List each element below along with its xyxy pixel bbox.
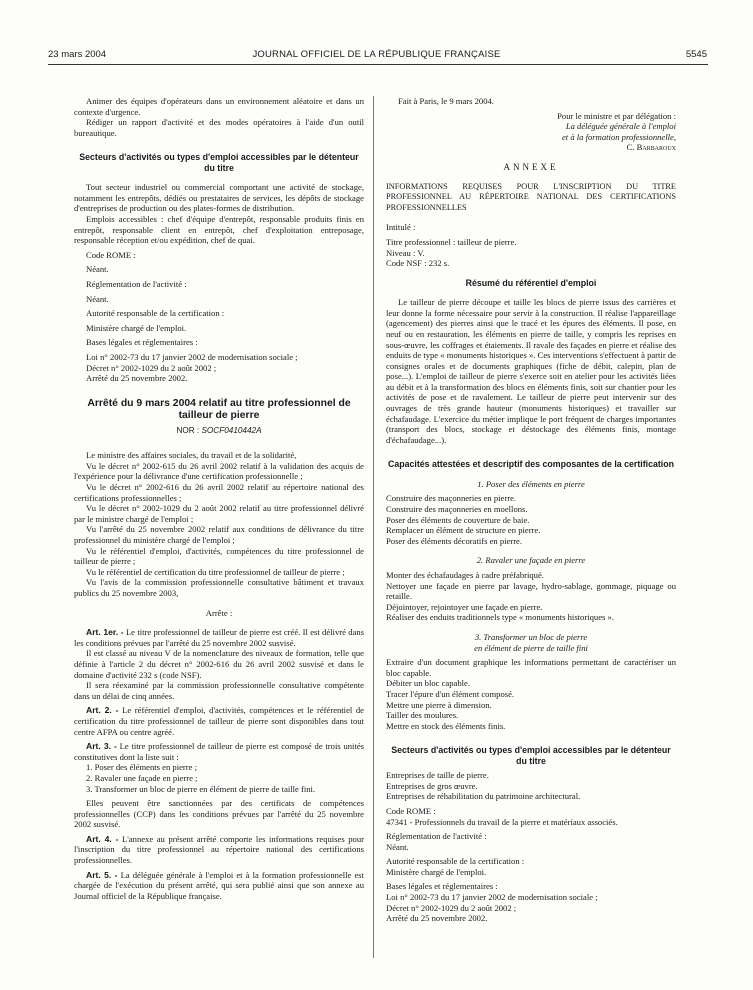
section-heading: Secteurs d'activités ou types d'emploi accessibles par le détenteur du titre [79, 152, 359, 173]
nor-label: NOR : [176, 425, 200, 435]
intro-paragraph: Animer des équipes d'opérateurs dans un environnement aléatoire et dans un contexte d'urgence. [74, 96, 364, 117]
visa-line: Vu l'arrêté du 25 novembre 2002 relatif aux conditions de délivrance du titre professionnel du ministère chargé de l'emploi ; [74, 524, 364, 546]
sector-paragraph: Emplois accessibles : chef d'équipe d'entrepôt, responsable produits finis en entrepôt, responsable client en entrepôt, chef d'exploitation entreposage, responsable réception et/ou expédition, chef de quai. [74, 213, 364, 246]
capacity-item: Déjointoyer, rejointoyer une façade en pierre. [386, 601, 543, 612]
nor-reference [74, 426, 364, 437]
capacity-item: Construire des maçonneries en moellons. [386, 504, 528, 515]
code-rome-value: 47341 - Professionnels du travail de la pierre et matériaux associés. [386, 816, 618, 827]
reglementation-label: Réglementation de l'activité : [386, 831, 487, 842]
sector-paragraph: Tout secteur industriel ou commercial comportant une activité de stockage, notamment les entrepôts, dédiés ou prestataires de services, les dépôts de stockage d'entreprises de production ou des plates-formes de distribution. [74, 182, 364, 214]
code-rome-value: Néant. [86, 264, 109, 275]
signature-line: Pour le ministre et par délégation : [557, 110, 676, 121]
header-rule [48, 64, 708, 65]
article-1: Art. 1er. - Le titre professionnel de tailleur de pierre est créé. Il est délivré dans les conditions prévues par l'arrêté du 25 novembre 2002 susvisé. [74, 627, 364, 648]
intitule-line: Code NSF : 232 s. [386, 258, 450, 269]
article-label: Art. 4. - [86, 833, 119, 844]
section-heading: Secteurs d'activités ou types d'emploi accessibles par le détenteur du titre [391, 745, 671, 766]
reglementation-value: Néant. [86, 293, 109, 304]
capacity-item: Construire des maçonneries en pierre. [386, 493, 517, 504]
subsection-heading: 3. Transformer un bloc de pierre [474, 631, 588, 642]
right-column [386, 96, 676, 924]
article-2: Art. 2. - Le référentiel d'emploi, d'activités, compétences et le référentiel de certification du titre professionnel de tailleur de pierre sont disponibles dans tout centre AFPA ou centre agréé. [74, 705, 364, 737]
capacity-item: Débiter un bloc capable. [386, 678, 470, 689]
visa-line: Vu le référentiel d'emploi, d'activités, compétences du titre professionnel de tailleur de pierre ; [74, 545, 364, 567]
reglementation-label: Réglementation de l'activité : [86, 278, 187, 289]
sector-item: Entreprises de taille de pierre. [386, 770, 489, 781]
column-divider [373, 96, 374, 958]
unit-item: 2. Ravaler une façade en pierre ; [86, 772, 198, 783]
capacity-item: Poser des éléments de couverture de baie. [386, 514, 530, 525]
intitule-line: Titre professionnel : tailleur de pierre. [386, 236, 517, 247]
article-4: Art. 4. - L'annexe au présent arrêté comporte les informations requises pour l'inscription du titre professionnel au répertoire national des certifications professionnelles. [74, 833, 365, 866]
subsection-heading: en élément de pierre de taille fini [474, 642, 588, 653]
visa-line: Vu le décret n° 2002-615 du 26 avril 2002 relatif à la validation des acquis de l'expérience pour la délivrance d'une certification professionnelle ; [74, 460, 364, 482]
bases-item: Arrêté du 25 novembre 2002. [86, 373, 188, 384]
arrete-title: Arrêté du 9 mars 2004 relatif au titre professionnel de tailleur de pierre [87, 397, 351, 421]
bases-item: Décret n° 2002-1029 du 2 août 2002 ; [386, 902, 517, 913]
autorite-label: Autorité responsable de la certification : [386, 856, 525, 867]
visa-line: Vu l'avis de la commission professionnelle consultative bâtiment et travaux publics du 25 novembre 2003, [74, 577, 364, 598]
signature-line: La déléguée générale à l'emploi [565, 121, 676, 132]
visa-line: Vu le décret n° 2002-1029 du 2 août 2002 relatif au titre professionnel délivré par le ministre chargé de l'emploi ; [74, 503, 364, 524]
code-rome-label: Code ROME : [86, 249, 136, 260]
capacity-item: Extraire d'un document graphique les informations permettant de caractériser un bloc capable. [386, 657, 676, 678]
left-column [74, 96, 364, 901]
capacity-item: Réaliser des enduits traditionnels type « monuments historiques ». [386, 612, 614, 623]
bases-label: Bases légales et réglementaires : [86, 337, 198, 348]
autorite-value: Ministère chargé de l'emploi. [386, 866, 487, 877]
sector-item: Entreprises de gros œuvre. [386, 780, 478, 791]
article-label: Art. 5. - [86, 869, 118, 880]
section-heading: Résumé du référentiel d'emploi [465, 277, 597, 288]
reglementation-value: Néant. [386, 841, 409, 852]
subsection-heading: 2. Ravaler une façade en pierre [476, 555, 586, 566]
autorite-label: Autorité responsable de la certification : [86, 308, 225, 319]
article-paragraph: Elles peuvent être sanctionnées par des certificats de compétences professionnelles (CCP) dans les conditions prévues par l'arrêté du 25 novembre 2002 susvisé. [74, 798, 364, 830]
bases-item: Loi n° 2002-73 du 17 janvier 2002 de modernisation sociale ; [386, 892, 598, 903]
capacity-item: Tracer l'épure d'un élément composé. [386, 688, 515, 699]
subsection-heading: 1. Poser des éléments en pierre [477, 478, 585, 489]
visa-line: Le ministre des affaires sociales, du travail et de la solidarité, [86, 450, 297, 461]
capacity-item: Monter des échafaudages à cadre préfabriqué. [386, 570, 544, 580]
bases-item: Loi n° 2002-73 du 17 janvier 2002 de modernisation sociale ; [86, 351, 298, 362]
bases-item: Décret n° 2002-1029 du 2 août 2002 ; [86, 362, 217, 373]
article-label: Art. 3. - [86, 741, 117, 752]
intro-paragraph: Rédiger un rapport d'activité et des modes opératoires à l'aide d'un outil bureautique. [74, 117, 364, 138]
visa-line: Vu le référentiel de certification du titre professionnel de tailleur de pierre ; [86, 566, 345, 577]
capacity-item: Remplacer un élément de structure en pierre. [386, 525, 541, 536]
article-3: Art. 3. - Le titre professionnel de tailleur de pierre est composé de trois unités constitutives dont la liste suit : [74, 741, 364, 762]
unit-item: 3. Transformer un bloc de pierre en élément de pierre de taille fini. [86, 783, 316, 794]
intitule-label: Intitulé : [386, 222, 416, 233]
intitule-line: Niveau : V. [386, 247, 425, 258]
capacity-item: Tailler des moulures. [386, 710, 459, 721]
capacity-item: Mettre en stock des éléments finis. [386, 720, 506, 731]
annexe-title: INFORMATIONS REQUISES POUR L'INSCRIPTION DU TITRE PROFESSIONNEL AU RÉPERTOIRE NATIONAL DES CERTIFICATIONS PROFESSIONNELLES [386, 181, 676, 212]
nor-value: SOCF0410442A [201, 425, 262, 435]
page-header [0, 49, 753, 63]
capacity-item: Poser des éléments décoratifs en pierre. [386, 535, 523, 546]
unit-item: 1. Poser des éléments en pierre ; [86, 762, 197, 773]
autorite-value: Ministère chargé de l'emploi. [86, 322, 187, 333]
article-5: Art. 5. - La déléguée générale à l'emploi et à la formation professionnelle est chargée de l'exécution du présent arrêté, qui sera publié ainsi que son annexe au Journal officiel de la République française. [74, 869, 364, 901]
arrete-word: Arrête : [205, 607, 233, 618]
signatory-name: C. Barbaroux [626, 142, 676, 153]
article-paragraph: Il est classé au niveau V de la nomenclature des niveaux de formation, telle que définie à l'article 2 du décret n° 2002-616 du 26 avril 2002 susvisé et dans le domaine d'activité 232 s (code NSF). [74, 648, 364, 680]
fait-line: Fait à Paris, le 9 mars 2004. [398, 96, 494, 106]
page-number: 5545 [685, 49, 707, 60]
article-label: Art. 1er. - [86, 627, 124, 638]
header-date: 23 mars 2004 [48, 49, 107, 60]
signature-line: et à la formation professionnelle, [561, 131, 676, 142]
annexe-heading: ANNEXE [503, 161, 559, 172]
article-paragraph: Il sera réexaminé par la commission professionnelle consultative compétente dans un délai de cinq années. [74, 680, 364, 701]
resume-paragraph: Le tailleur de pierre découpe et taille les blocs de pierre issus des carrières et leur donne la forme nécessaire pour servir à la construction. Il réalise l'appareillage (agencement) des pierres ainsi que le tracé et les épures des éléments. Il pose, en neuf ou en restauration, les éléments en pierre de taille, y compris les reprises en sous-œuvre, les coffrages et étaiements. Il ravale des façades en pierre et réalise des enduits de type « monuments historiques ». Ces interventions s'effectuent à partir de consignes orales et de documents graphiques (fiche de débit, calepin, plan de pose...). L'emploi de tailleur de pierre s'exerce soit en atelier pour les activités liées au débit et à la transformation des blocs en éléments finis, soit sur chantier pour les activités de pose et de ravalement. Le tailleur de pierre peut intervenir sur des ouvrages de très grande hauteur (monuments historiques) et travailler sur échafaudage. L'exercice du métier implique le port fréquent de charges importantes (transport des blocs, stockage et déstockage des éléments finis, montage d'échafaudage...). [386, 297, 676, 445]
sector-item: Entreprises de réhabilitation du patrimoine architectural. [386, 791, 581, 802]
section-heading: Capacités attestées et descriptif des composantes de la certification [387, 459, 674, 470]
journal-title: JOURNAL OFFICIEL DE LA RÉPUBLIQUE FRANÇAISE [252, 49, 501, 60]
bases-item: Arrêté du 25 novembre 2002. [386, 913, 488, 924]
capacity-item: Nettoyer une façade en pierre par lavage, hydro-sablage, gommage, piquage ou retaille. [386, 580, 676, 602]
bases-label: Bases légales et réglementaires : [386, 881, 498, 892]
visa-line: Vu le décret n° 2002-616 du 26 avril 2002 relatif au répertoire national des certifications professionnelles ; [74, 482, 364, 503]
code-rome-label: Code ROME : [386, 805, 436, 816]
capacity-item: Mettre une pierre à dimension. [386, 699, 492, 710]
article-label: Art. 2. - [86, 705, 119, 716]
